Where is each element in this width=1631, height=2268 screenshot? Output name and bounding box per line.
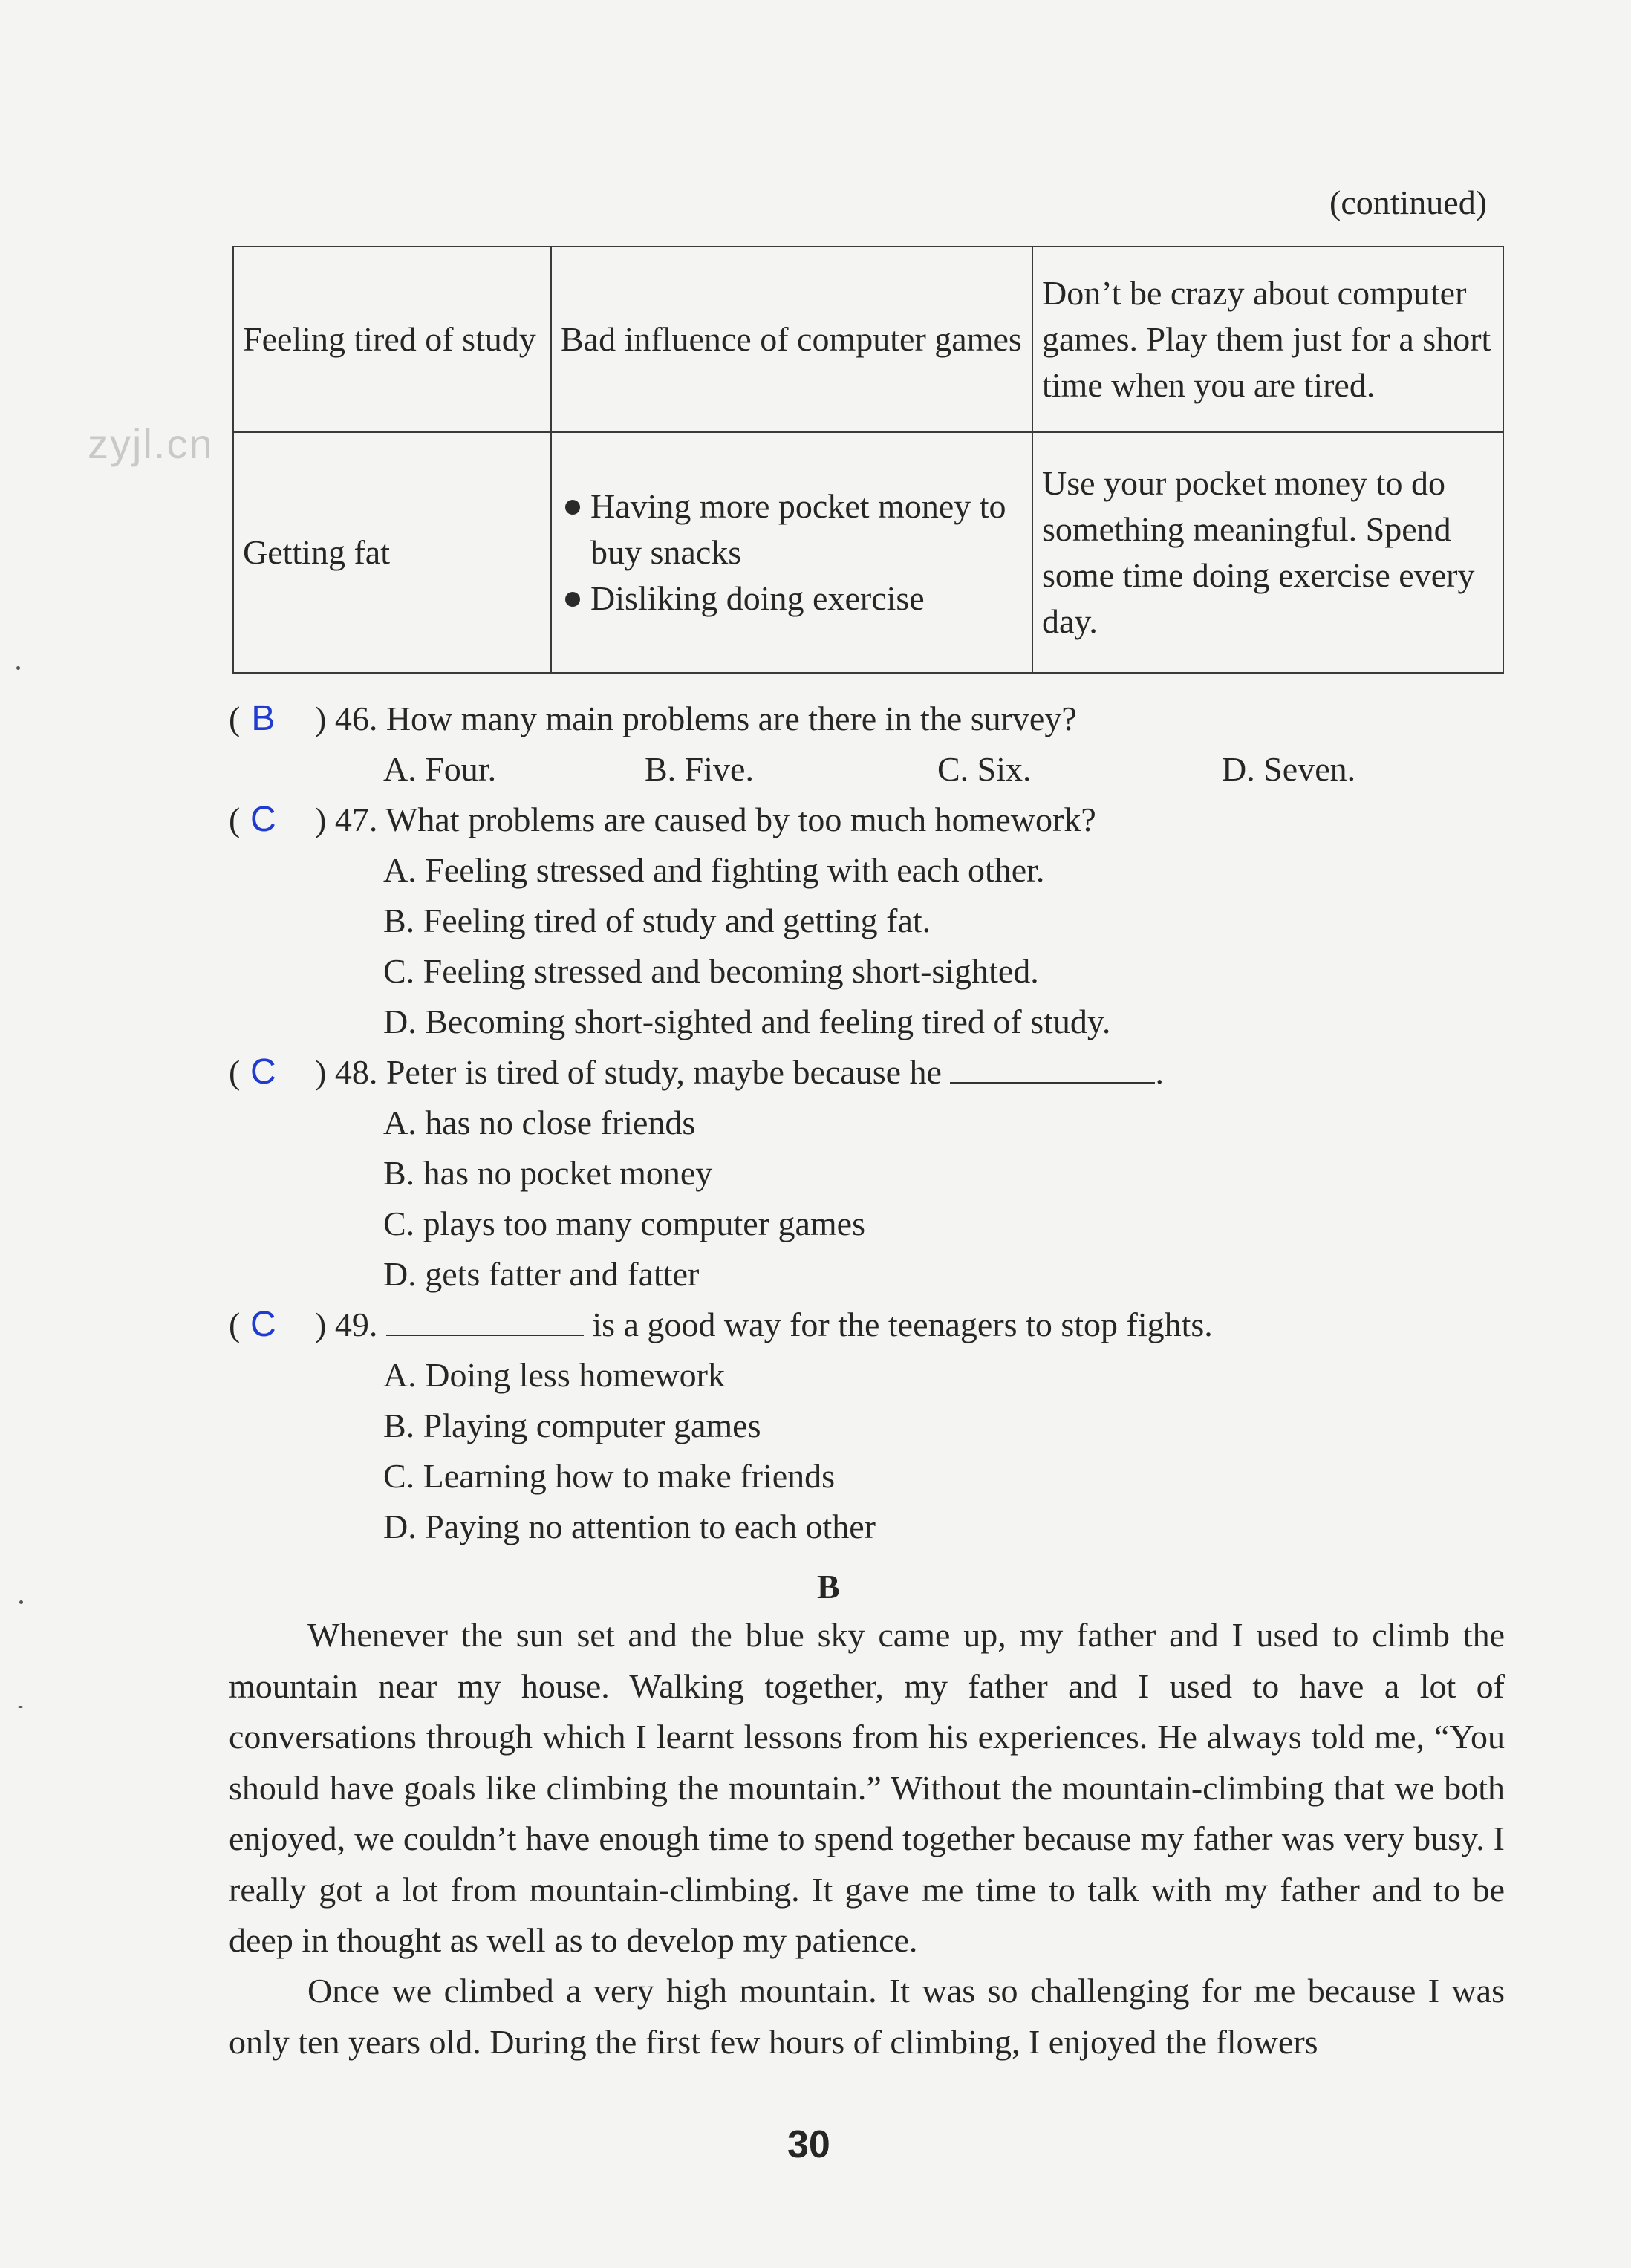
scan-speck	[16, 666, 20, 670]
question-49-stem	[315, 1302, 1213, 1348]
section-heading: B	[817, 1568, 840, 1606]
table-row	[233, 247, 1503, 432]
option: A. Feeling stressed and fighting with each other.	[383, 851, 1045, 889]
cause-cell: Bad influence of computer games	[551, 247, 1032, 432]
advice-cell: Don’t be crazy about computer games. Play them just for a short time when you are tired.	[1032, 247, 1503, 432]
stem-text: ) 48. Peter is tired of study, maybe because he	[315, 1053, 942, 1091]
question-47-stem: ) 47. What problems are caused by too much homework?	[315, 801, 1096, 838]
question-48-stem	[315, 1049, 1164, 1095]
cause-bullet-list	[561, 483, 1023, 622]
option: B. Five.	[645, 750, 754, 788]
answer-mark: B	[251, 699, 276, 738]
stem-end: is a good way for the teenagers to stop fights.	[592, 1306, 1213, 1343]
problem-cell: Feeling tired of study	[233, 247, 551, 432]
option: B. has no pocket money	[383, 1154, 713, 1192]
answer-mark: C	[250, 1052, 276, 1092]
option: D. Paying no attention to each other	[383, 1508, 876, 1545]
option: C. Feeling stressed and becoming short-sighted.	[383, 952, 1039, 990]
stem-text: ) 49.	[315, 1306, 378, 1343]
option: D. Seven.	[1222, 750, 1356, 788]
answer-blank	[386, 1305, 584, 1336]
question-47-answer-box: ( C	[229, 797, 286, 843]
page-number: 30	[787, 2123, 830, 2166]
option: A. has no close friends	[383, 1104, 696, 1141]
answer-blank	[950, 1052, 1155, 1084]
survey-table	[232, 246, 1504, 674]
cause-bullet: Having more pocket money to buy snacks	[561, 483, 1023, 576]
option: B. Feeling tired of study and getting fat.	[383, 902, 931, 939]
question-49-answer-box: ( C	[229, 1302, 286, 1348]
question-46-answer-box: ( B	[229, 696, 286, 742]
cause-cell	[551, 432, 1032, 673]
option: C. Six.	[937, 750, 1032, 788]
option: A. Four.	[383, 750, 497, 788]
problem-cell: Getting fat	[233, 432, 551, 673]
option: C. Learning how to make friends	[383, 1457, 836, 1495]
watermark: zyjl.cn	[88, 420, 214, 467]
option: B. Playing computer games	[383, 1407, 761, 1444]
option: D. gets fatter and fatter	[383, 1255, 700, 1293]
reading-paragraph: Once we climbed a very high mountain. It was so challenging for me because I was only ten years old. During the first few hours of climbing, I enjoyed the flowers	[229, 1972, 1505, 2061]
option: A. Doing less homework	[383, 1356, 725, 1394]
answer-mark: C	[250, 800, 276, 839]
option: D. Becoming short-sighted and feeling tired of study.	[383, 1003, 1111, 1040]
reading-paragraph: Whenever the sun set and the blue sky came up, my father and I used to climb the mountain near my house. Walking together, my father and I used to have a lot of conversations through which I learnt lessons from his experiences. He always told me, “You should have goals like climbing the mountain.” Without the mountain-climbing that we both enjoyed, we couldn’t have enough time to spend together because my father was very busy. I really got a lot from mountain-climbing. It gave me time to talk with my father and to be deep in thought as well as to develop my patience.	[229, 1616, 1505, 1959]
stem-end: .	[1155, 1053, 1164, 1091]
scan-speck	[18, 1706, 23, 1708]
answer-mark: C	[250, 1305, 276, 1344]
table-row	[233, 432, 1503, 673]
scan-speck	[19, 1600, 23, 1604]
cause-bullet: Disliking doing exercise	[561, 576, 1023, 622]
question-48-answer-box: ( C	[229, 1049, 286, 1095]
question-46-stem: ) 46. How many main problems are there in the survey?	[315, 700, 1077, 737]
advice-cell: Use your pocket money to do something meaningful. Spend some time doing exercise every day.	[1032, 432, 1503, 673]
continued-label: (continued)	[1329, 183, 1488, 221]
option: C. plays too many computer games	[383, 1205, 865, 1242]
